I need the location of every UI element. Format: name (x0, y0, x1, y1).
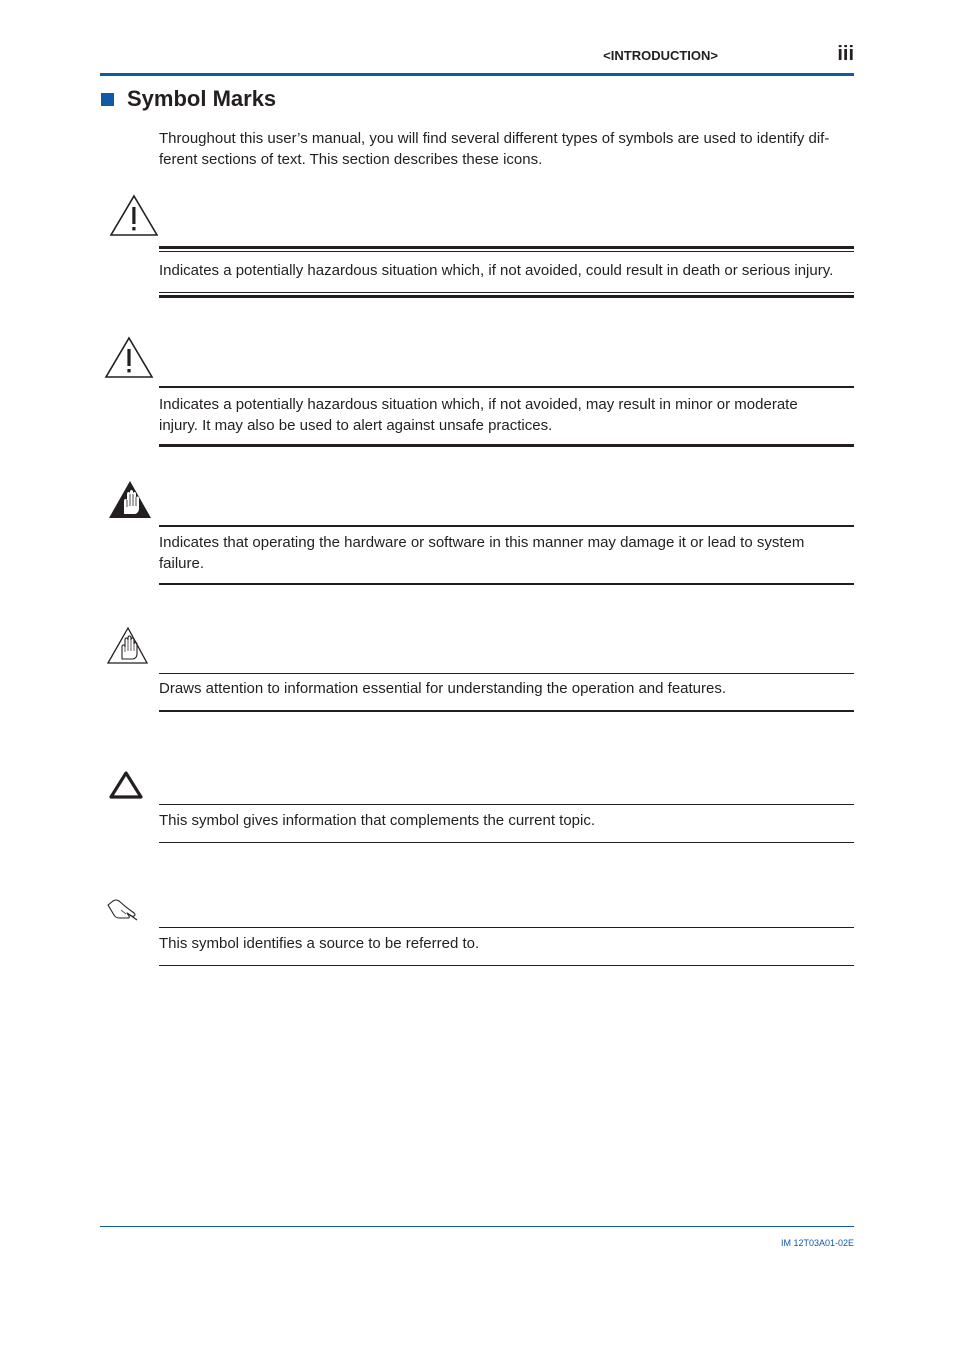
warning-bottom-rule-outer (159, 295, 854, 298)
tip-top-rule (159, 804, 854, 805)
caution-top-rule (159, 386, 854, 388)
tip-description: This symbol gives information that complements the current topic. (159, 812, 596, 829)
page-number: iii (837, 43, 854, 65)
tip-triangle-icon (106, 765, 156, 811)
caution-bottom-rule (159, 444, 854, 447)
note-description: Draws attention to information essential for understanding the operation and features. (159, 680, 727, 697)
running-header-label: <INTRODUCTION> (603, 48, 718, 63)
header-rule (100, 73, 854, 76)
important-bottom-rule (159, 583, 854, 585)
caution-description: Indicates a potentially hazardous situation which, if not avoided, may result in minor or moderate injury. It may also be used to alert against unsafe practices. (159, 396, 798, 434)
footer-rule (100, 1226, 854, 1227)
warning-bottom-rule-inner (159, 292, 854, 293)
see-also-bottom-rule (159, 965, 854, 966)
warning-description: Indicates a potentially hazardous situation which, if not avoided, could result in death or serious injury. (159, 262, 834, 279)
important-hand-icon (106, 478, 156, 524)
see-also-pointing-hand-icon (104, 893, 154, 939)
see-also-top-rule (159, 927, 854, 928)
tip-bottom-rule (159, 842, 854, 843)
warning-top-rule-inner (159, 251, 854, 252)
caution-triangle-icon (104, 335, 154, 381)
document-code: IM 12T03A01-02E (780, 1238, 854, 1248)
note-bottom-rule (159, 710, 854, 712)
note-hand-icon (105, 625, 155, 671)
warning-triangle-icon (108, 193, 158, 239)
section-bullet-icon (101, 93, 114, 106)
section-title: Symbol Marks (127, 86, 277, 111)
section-intro: Throughout this user’s manual, you will find several different types of symbols are used to identify dif- ferent sections of text. This section describes these icons. (159, 130, 830, 168)
warning-top-rule-outer (159, 246, 854, 249)
important-description: Indicates that operating the hardware or software in this manner may damage it or lead to system failure. (159, 534, 805, 572)
note-top-rule (159, 673, 854, 674)
see-also-description: This symbol identifies a source to be referred to. (159, 935, 480, 952)
important-top-rule (159, 525, 854, 527)
